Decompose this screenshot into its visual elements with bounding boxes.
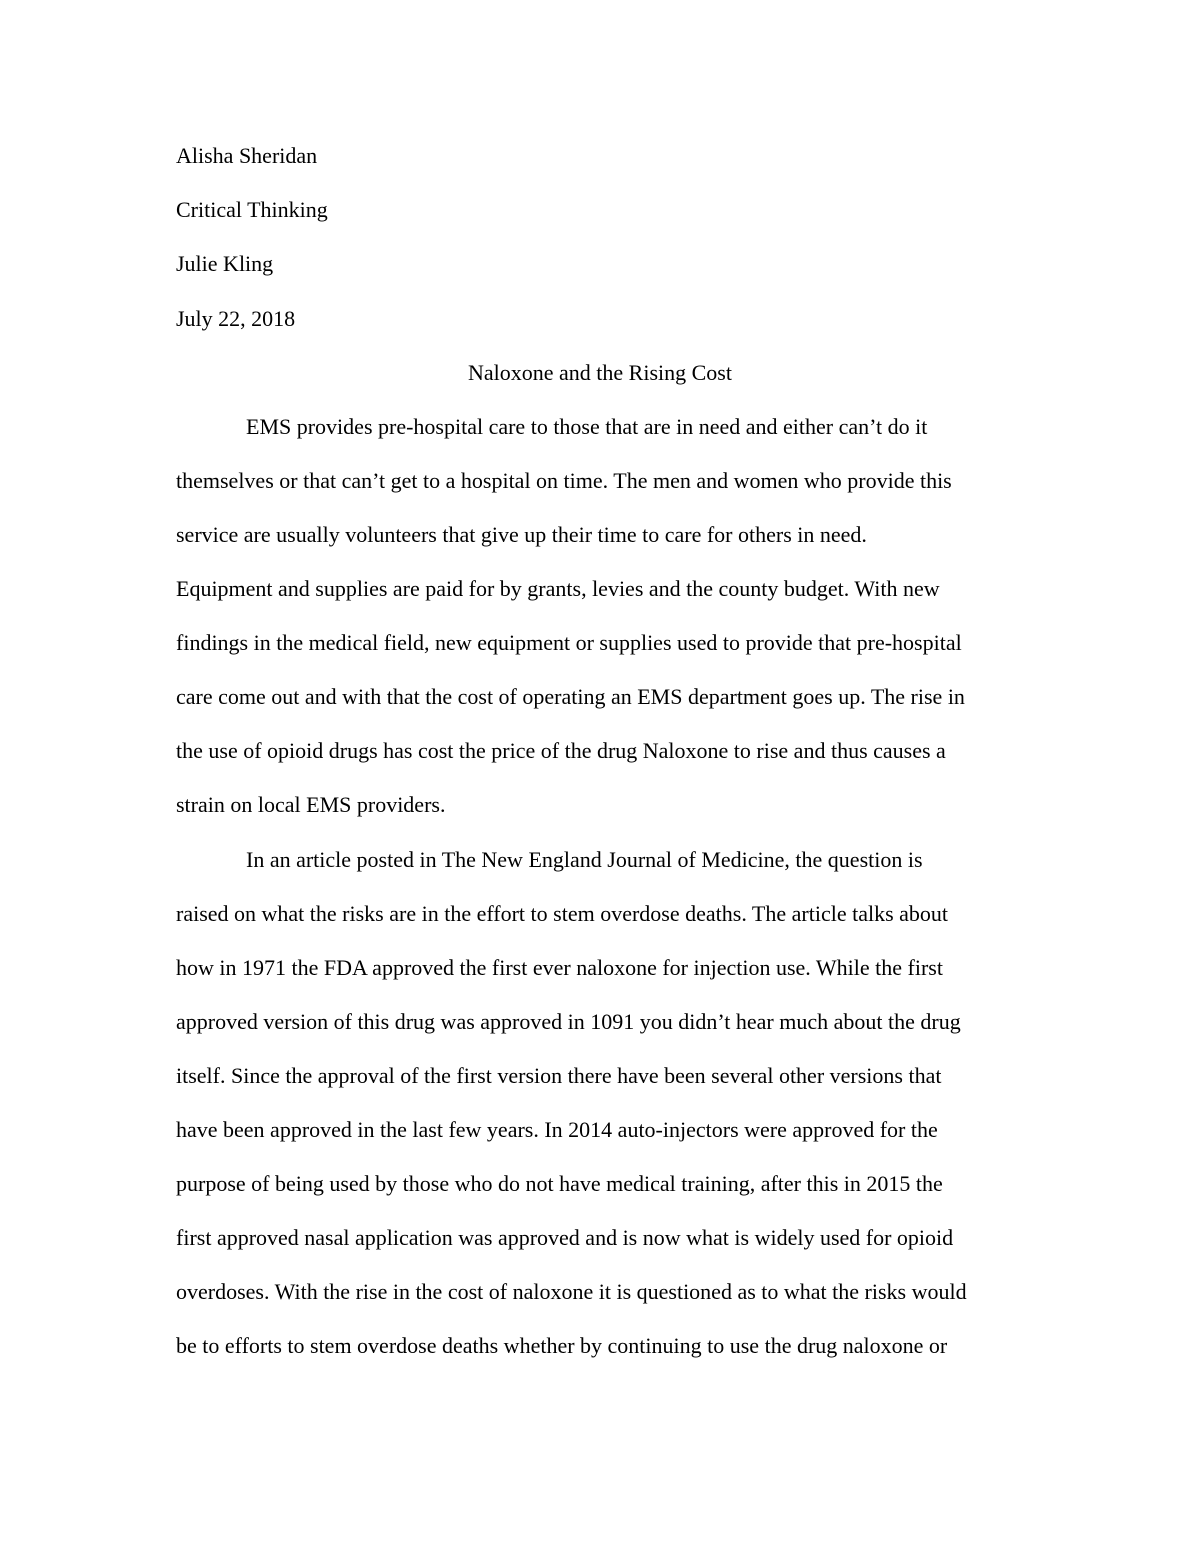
paragraph-2-line-2: raised on what the risks are in the effort to stem overdose deaths. The article talks about [176,901,949,926]
paragraph-1-line-8: strain on local EMS providers. [176,792,446,817]
paragraph-1-line-5: findings in the medical field, new equipment or supplies used to provide that pre-hospital [176,630,962,655]
instructor-name: Julie Kling [176,251,274,276]
paragraph-2-line-9: overdoses. With the rise in the cost of naloxone it is questioned as to what the risks would [176,1279,967,1304]
paragraph-2-line-10: be to efforts to stem overdose deaths whether by continuing to use the drug naloxone or [176,1333,948,1358]
paragraph-1-line-4: Equipment and supplies are paid for by grants, levies and the county budget. With new [176,576,940,601]
paragraph-1-line-1: EMS provides pre-hospital care to those that are in need and either can’t do it [246,414,928,439]
paragraph-2-line-8: first approved nasal application was approved and is now what is widely used for opioid [176,1225,954,1250]
paragraph-2-line-1: In an article posted in The New England Journal of Medicine, the question is [246,847,923,872]
paragraph-2-line-6: have been approved in the last few years. In 2014 auto-injectors were approved for the [176,1117,938,1142]
paragraph-1-line-3: service are usually volunteers that give up their time to care for others in need. [176,522,867,547]
paragraph-1-line-2: themselves or that can’t get to a hospital on time. The men and women who provide this [176,468,952,493]
paragraph-2-line-3: how in 1971 the FDA approved the first ever naloxone for injection use. While the first [176,955,943,980]
paragraph-1-line-7: the use of opioid drugs has cost the price of the drug Naloxone to rise and thus causes a [176,738,946,763]
paragraph-2-line-5: itself. Since the approval of the first version there have been several other versions that [176,1063,942,1088]
author-name: Alisha Sheridan [176,143,318,168]
paragraph-2-line-7: purpose of being used by those who do not have medical training, after this in 2015 the [176,1171,943,1196]
paragraph-2-line-4: approved version of this drug was approved in 1091 you didn’t hear much about the drug [176,1009,961,1034]
course-name: Critical Thinking [176,197,328,222]
document-title: Naloxone and the Rising Cost [468,360,732,385]
document-date: July 22, 2018 [176,306,296,331]
paragraph-1-line-6: care come out and with that the cost of operating an EMS department goes up. The rise in [176,684,965,709]
